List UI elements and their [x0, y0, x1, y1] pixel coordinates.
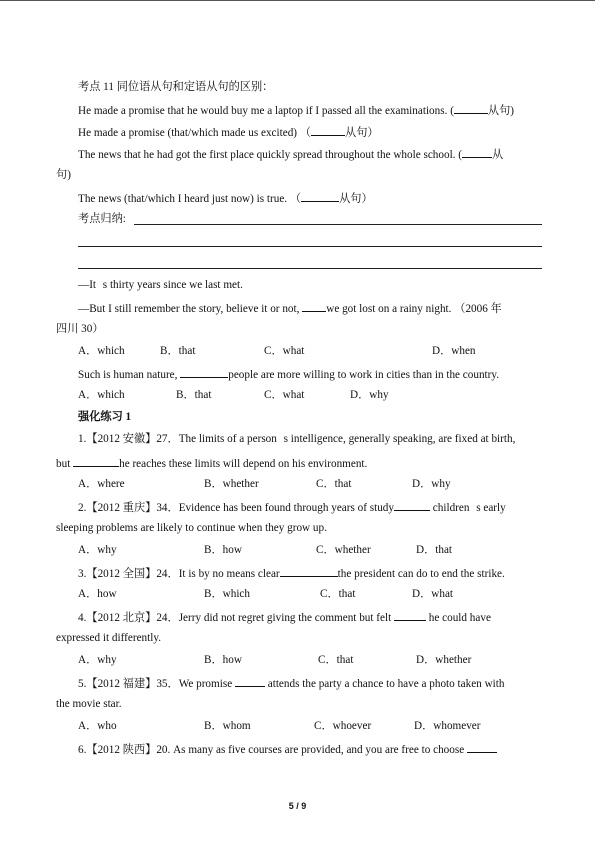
dialog-line-1: —Its thirty years since we last met. — [78, 279, 243, 291]
question-4-line-1 — [78, 609, 491, 625]
option-d[interactable]: D．whomever — [414, 720, 481, 732]
summary-line-2[interactable] — [78, 246, 542, 247]
question-text: people are more willing to work in cities than in the country. — [228, 369, 500, 381]
option-b[interactable]: B．how — [204, 654, 242, 666]
sentence-text: The news that he had got the first place quickly spread throughout the whole school. ( — [78, 149, 463, 161]
option-c[interactable]: C．that — [318, 654, 354, 666]
example-sentence-3 — [78, 146, 503, 162]
question-nature — [78, 366, 499, 382]
option-c[interactable]: C．that — [316, 478, 352, 490]
option-a[interactable]: A．why — [78, 544, 117, 556]
summary-line-1[interactable] — [134, 224, 542, 225]
practice-title: 强化练习 1 — [78, 411, 132, 423]
option-a[interactable]: A．where — [78, 478, 125, 490]
answer-blank[interactable] — [394, 499, 430, 511]
question-text: childrens early — [430, 502, 506, 514]
question-text: 5.【2012 福建】35．We promise — [78, 678, 235, 690]
answer-blank[interactable] — [180, 366, 228, 378]
option-b[interactable]: B．that — [160, 345, 196, 357]
question-3-line-1 — [78, 565, 505, 581]
section-heading: 考点 11 同位语从句和定语从句的区别： — [78, 81, 274, 93]
option-b[interactable]: B．whom — [204, 720, 251, 732]
option-a[interactable]: A．how — [78, 588, 117, 600]
example-sentence-4 — [78, 190, 373, 206]
dialog-text: we got lost on a rainy night. （2006 年 — [326, 303, 502, 315]
option-b[interactable]: B．how — [204, 544, 242, 556]
question-text: he reaches these limits will depend on his environment. — [119, 458, 368, 470]
answer-blank[interactable] — [302, 300, 326, 312]
question-text: Such is human nature, — [78, 369, 181, 381]
answer-blank[interactable] — [301, 190, 339, 202]
question-2-line-1 — [78, 499, 506, 515]
question-text: the president can do to end the strike. — [337, 568, 505, 580]
option-d[interactable]: D．whether — [416, 654, 472, 666]
option-c[interactable]: C．whether — [316, 544, 371, 556]
question-text: he could have — [426, 612, 491, 624]
question-text: 2.【2012 重庆】34．Evidence has been found through years of study — [78, 502, 394, 514]
answer-blank[interactable] — [462, 146, 492, 158]
dialog-source: 四川 30） — [56, 323, 104, 335]
sentence-text: The news (that/which I heard just now) is true. （ — [78, 193, 302, 205]
option-a[interactable]: A．why — [78, 654, 117, 666]
option-d[interactable]: D．that — [416, 544, 453, 556]
summary-label: 考点归纳: — [78, 213, 126, 225]
sentence-tail: 从句） — [339, 193, 373, 205]
option-b[interactable]: B．whether — [204, 478, 259, 490]
question-text: 3.【2012 全国】24．It is by no means clear — [78, 568, 280, 580]
answer-blank[interactable] — [454, 102, 488, 114]
question-2-line-2: sleeping problems are likely to continue when they grow up. — [56, 522, 327, 534]
question-5-line-1 — [78, 675, 504, 691]
option-b[interactable]: B．that — [176, 389, 212, 401]
answer-blank[interactable] — [467, 741, 497, 753]
option-d[interactable]: D．what — [412, 588, 454, 600]
option-c[interactable]: C．whoever — [314, 720, 372, 732]
sentence-tail: 从 — [492, 149, 504, 161]
answer-blank[interactable] — [394, 609, 426, 621]
example-sentence-1 — [78, 102, 514, 118]
example-sentence-3-cont: 句) — [56, 169, 71, 181]
question-4-line-2: expressed it differently. — [56, 632, 162, 644]
example-sentence-2 — [78, 124, 379, 140]
summary-line-3[interactable] — [78, 268, 542, 269]
sentence-text: He made a promise that he would buy me a laptop if I passed all the examinations. ( — [78, 105, 454, 117]
answer-blank[interactable] — [280, 565, 338, 577]
answer-blank[interactable] — [235, 675, 265, 687]
sentence-text: He made a promise (that/which made us excited) （ — [78, 127, 311, 139]
dialog-line-2 — [78, 300, 502, 316]
option-c[interactable]: C．what — [264, 389, 305, 401]
option-c[interactable]: C．what — [264, 345, 305, 357]
dialog-text: —But I still remember the story, believe it or not, — [78, 303, 303, 315]
option-c[interactable]: C．that — [320, 588, 356, 600]
question-text: but — [56, 458, 74, 470]
page-number: 5 / 9 — [288, 801, 307, 811]
option-a[interactable]: A．who — [78, 720, 117, 732]
option-b[interactable]: B．which — [204, 588, 250, 600]
question-text: 4.【2012 北京】24．Jerry did not regret giving the comment but felt — [78, 612, 394, 624]
question-1-line-2 — [56, 455, 367, 471]
answer-blank[interactable] — [311, 124, 345, 136]
question-1-line-1: 1.【2012 安徽】27．The limits of a persons intelligence, generally speaking, are fixed at birth, — [78, 433, 516, 445]
option-d[interactable]: D．why — [350, 389, 389, 401]
option-a[interactable]: A．which — [78, 389, 125, 401]
option-d[interactable]: D．why — [412, 478, 451, 490]
question-6-line-1 — [78, 741, 497, 757]
question-text: attends the party a chance to have a photo taken with — [264, 678, 505, 690]
question-text: 6.【2012 陕西】20. As many as five courses are provided, and you are free to choose — [78, 744, 467, 756]
sentence-tail: 从句) — [487, 105, 515, 117]
answer-blank[interactable] — [73, 455, 119, 467]
question-5-line-2: the movie star. — [56, 698, 122, 710]
option-a[interactable]: A．which — [78, 345, 125, 357]
option-d[interactable]: D．when — [432, 345, 476, 357]
sentence-tail: 从句） — [345, 127, 379, 139]
